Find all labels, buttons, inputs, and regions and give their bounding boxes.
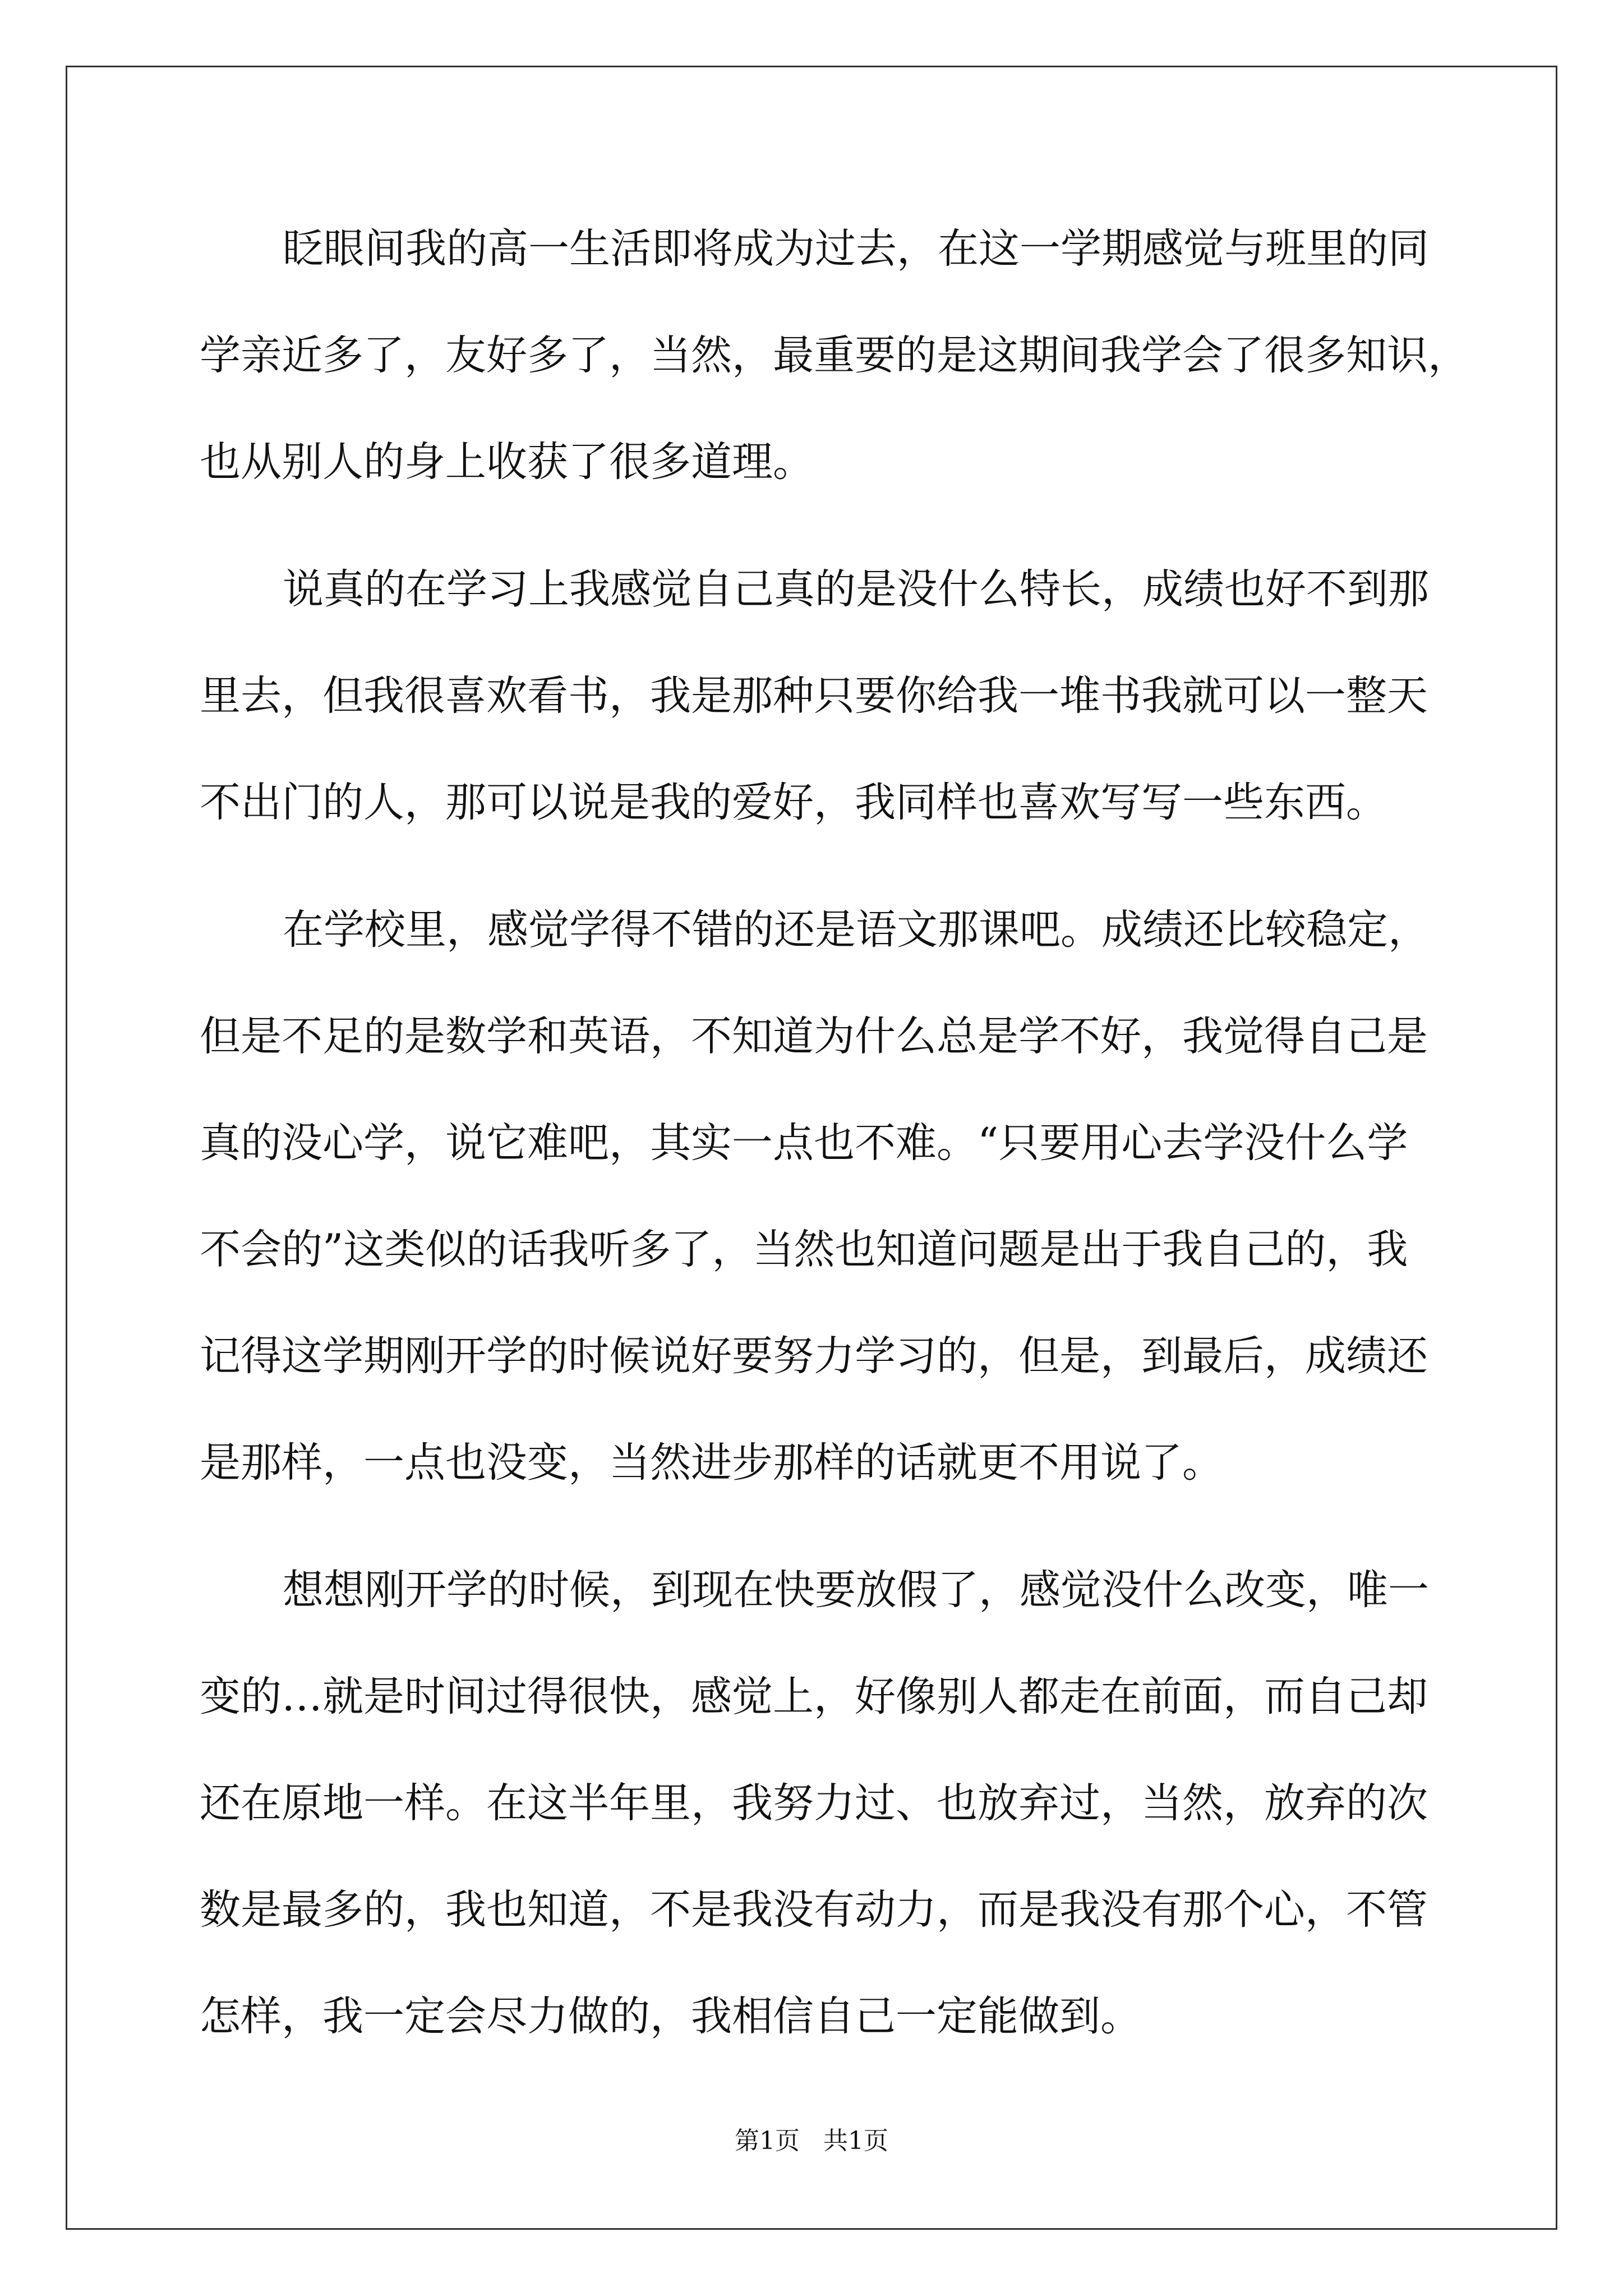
paragraph [200, 215, 1469, 556]
text-line: 在学校里，感觉学得不错的还是语文那课吧。成绩还比较稳定， [283, 906, 1429, 954]
text-line: 是那样，一点也没变，当然进步那样的话就更不用说了。 [200, 1439, 1223, 1487]
paragraph [200, 1557, 1429, 2090]
text-line: 还在原地一样。在这半年里，我努力过、也放弃过，当然，放弃的次 [200, 1779, 1428, 1827]
page-number: 第1页 [735, 2127, 800, 2155]
text-line: 但是不足的是数学和英语，不知道为什么总是学不好，我觉得自己是 [200, 1013, 1428, 1060]
text-line: 数是最多的，我也知道，不是我没有动力，而是我没有那个心，不管 [200, 1886, 1428, 1934]
text-line: 也从别人的身上收获了很多道理。 [200, 438, 814, 486]
text-line: 眨眼间我的高一生活即将成为过去，在这一学期感觉与班里的同 [283, 225, 1429, 273]
paragraph [200, 556, 1429, 896]
page-total: 共1页 [823, 2127, 888, 2155]
text-line: 不出门的人，那可以说是我的爱好，我同样也喜欢写写一些东西。 [200, 779, 1387, 826]
text-line: 里去，但我很喜欢看书，我是那种只要你给我一堆书我就可以一整天 [200, 672, 1428, 720]
document-body [200, 215, 1469, 2090]
text-line: 想想刚开学的时候，到现在快要放假了，感觉没什么改变，唯一 [283, 1566, 1429, 1614]
text-line: 学亲近多了，友好多了，当然，最重要的是这期间我学会了很多知识， [200, 332, 1469, 379]
text-line: 说真的在学习上我感觉自己真的是没什么特长，成绩也好不到那 [283, 565, 1429, 613]
text-line: 变的…就是时间过得很快，感觉上，好像别人都走在前面，而自己却 [200, 1673, 1428, 1720]
paragraph [200, 896, 1429, 1557]
text-line: 怎样，我一定会尽力做的，我相信自己一定能做到。 [200, 1993, 1141, 2040]
text-line: 记得这学期刚开学的时候说好要努力学习的，但是，到最后，成绩还 [200, 1332, 1428, 1380]
page-footer [0, 2124, 1623, 2158]
text-line: 真的没心学，说它难吧，其实一点也不难。“只要用心去学没什么学 [200, 1119, 1408, 1167]
text-line: 不会的”这类似的话我听多了，当然也知道问题是出于我自己的，我 [200, 1226, 1408, 1273]
